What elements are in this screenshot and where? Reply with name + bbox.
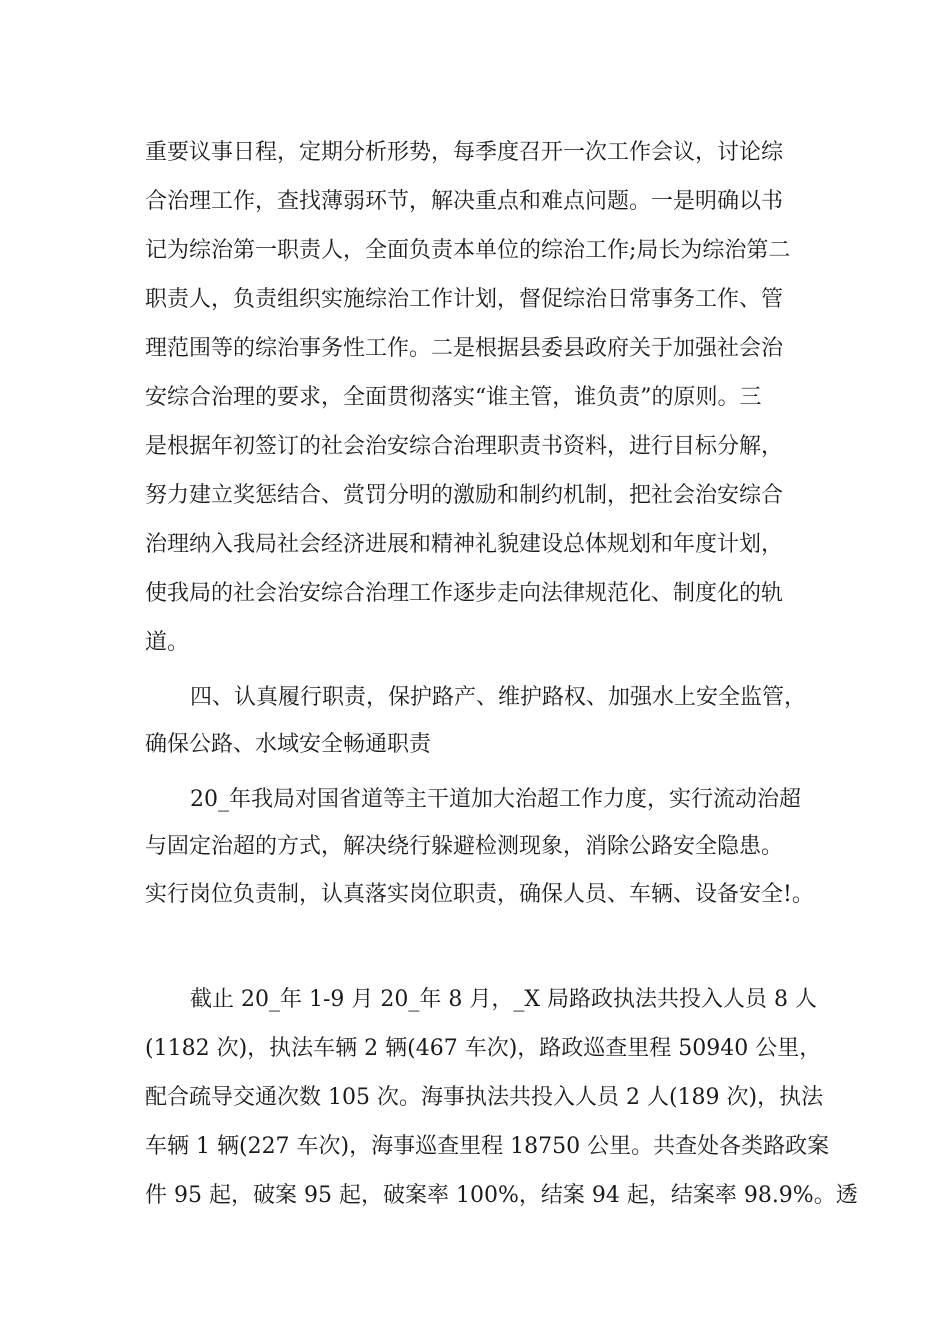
body-text-line: 20_年我局对国省道等主干道加大治超工作力度，实行流动治超	[190, 787, 801, 812]
body-text-line: 合治理工作，查找薄弱环节，解决重点和难点问题。一是明确以书	[145, 189, 784, 214]
body-text-line: 实行岗位负责制，认真落实岗位职责，确保人员、车辆、设备安全!。	[145, 882, 814, 907]
body-text-line: 使我局的社会治安综合治理工作逐步走向法律规范化、制度化的轨	[145, 581, 784, 606]
body-text-line: 车辆 1 辆(227 车次)，海事巡查里程 18750 公里。共查处各类路政案	[145, 1134, 830, 1159]
body-text-line: 是根据年初签订的社会治安综合治理职责书资料，进行目标分解，	[145, 434, 784, 459]
body-text-line: 件 95 起，破案 95 起，破案率 100%，结案 94 起，结案率 98.9%。透	[145, 1183, 858, 1208]
body-text-line: 截止 20_年 1-9 月 20_年 8 月，_X 局路政执法共投入人员 8 人	[190, 987, 818, 1012]
body-text-line: 努力建立奖惩结合、赏罚分明的激励和制约机制，把社会治安综合	[145, 483, 784, 508]
body-text-line: 重要议事日程，定期分析形势，每季度召开一次工作会议，讨论综	[145, 140, 784, 165]
section-heading-line: 四、认真履行职责，保护路产、维护路权、加强水上安全监管，	[190, 685, 807, 710]
body-text-line: 理范围等的综治事务性工作。二是根据县委县政府关于加强社会治	[145, 336, 784, 361]
body-text-line: (1182 次)，执法车辆 2 辆(467 车次)，路政巡查里程 50940 公里，	[145, 1036, 822, 1061]
body-text-line: 治理纳入我局社会经济进展和精神礼貌建设总体规划和年度计划，	[145, 532, 784, 557]
body-text-line: 道。	[145, 630, 190, 655]
body-text-line: 职责人，负责组织实施综治工作计划，督促综治日常事务工作、管	[145, 287, 784, 312]
body-text-line: 安综合治理的要求，全面贯彻落实“谁主管，谁负责”的原则。三	[145, 385, 762, 410]
body-text-line: 与固定治超的方式，解决绕行躲避检测现象，消除公路安全隐患。	[145, 834, 784, 859]
body-text-line: 配合疏导交通次数 105 次。海事执法共投入人员 2 人(189 次)，执法	[145, 1085, 824, 1110]
body-text-line: 记为综治第一职责人，全面负责本单位的综治工作;局长为综治第二	[145, 238, 791, 263]
section-heading-line: 确保公路、水域安全畅通职责	[145, 732, 432, 757]
